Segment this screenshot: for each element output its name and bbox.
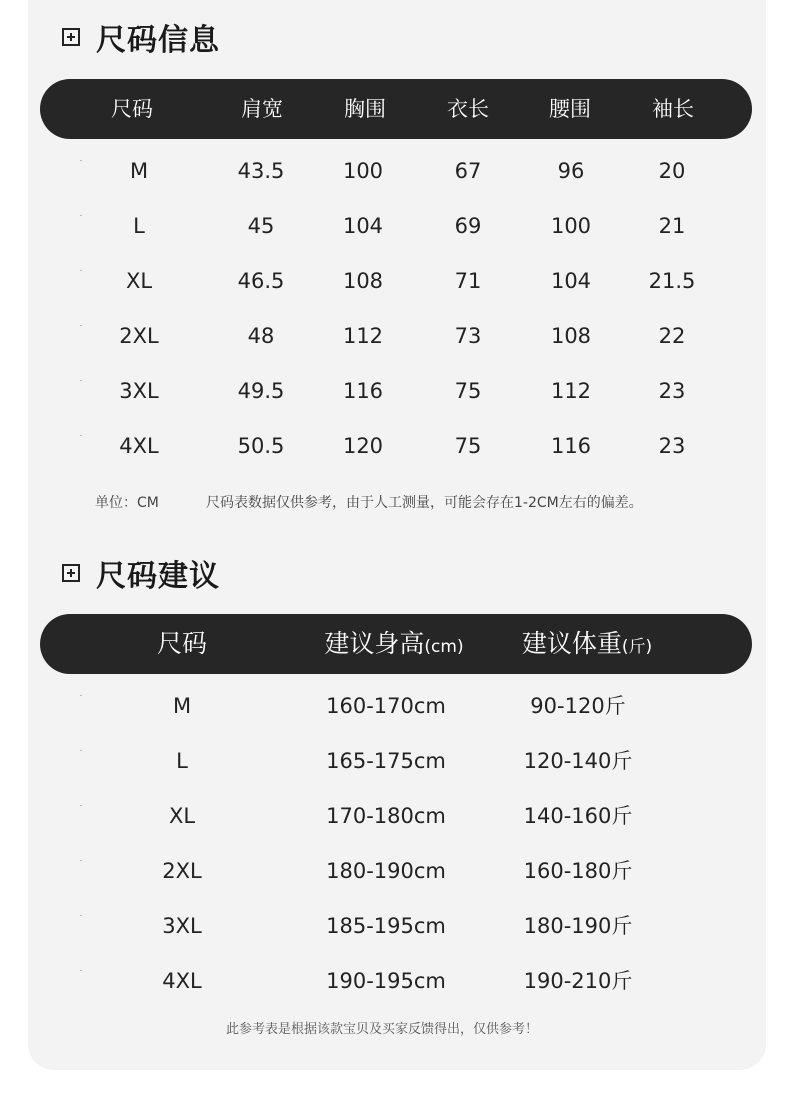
row-tick-mark (80, 970, 82, 971)
cell-waist: 108 (550, 324, 592, 348)
plus-box-icon (62, 28, 80, 46)
cell-height: 190-195cm (326, 969, 446, 993)
row-tick-mark (80, 695, 82, 696)
row-tick-mark (80, 325, 82, 326)
advice-footnote: 此参考表是根据该款宝贝及买家反馈得出，仅供参考！ (226, 1022, 539, 1037)
row-tick-mark (80, 380, 82, 381)
size-info-heading (62, 17, 220, 57)
measurement-disclaimer: 尺码表数据仅供参考，由于人工测量，可能会存在1-2CM左右的偏差。 (206, 495, 643, 511)
cell-size: 4XL (162, 969, 202, 993)
row-tick-mark (80, 435, 82, 436)
table-row (0, 844, 790, 899)
table-row (0, 734, 790, 789)
row-tick-mark (80, 270, 82, 271)
cell-shoulder: 48 (247, 324, 275, 348)
cell-chest: 116 (342, 379, 384, 403)
cell-length: 73 (454, 324, 482, 348)
row-tick-mark (80, 915, 82, 916)
cell-chest: 100 (342, 159, 384, 183)
cell-length: 75 (454, 379, 482, 403)
cell-length: 67 (454, 159, 482, 183)
cell-sleeve: 23 (658, 434, 686, 458)
cell-size: XL (168, 804, 196, 828)
cell-size: 3XL (162, 914, 202, 938)
row-tick-mark (80, 805, 82, 806)
header-shoulder: 肩宽 (241, 97, 283, 121)
cell-waist: 104 (550, 269, 592, 293)
cell-waist: 100 (550, 214, 592, 238)
cell-waist: 116 (550, 434, 592, 458)
cell-weight: 190-210斤 (523, 969, 633, 993)
cell-sleeve: 20 (658, 159, 686, 183)
cell-chest: 120 (342, 434, 384, 458)
cell-height: 170-180cm (326, 804, 446, 828)
cell-size: M (129, 159, 149, 183)
header-advice-height: 建议身高(cm) (324, 629, 464, 658)
cell-length: 69 (454, 214, 482, 238)
cell-size: 2XL (119, 324, 159, 348)
size-info-title: 尺码信息 (96, 23, 220, 58)
unit-note: 单位：CM (95, 495, 159, 511)
cell-height: 180-190cm (326, 859, 446, 883)
cell-weight: 90-120斤 (530, 694, 626, 718)
header-advice-size: 尺码 (156, 629, 208, 658)
table-row (0, 364, 790, 419)
cell-length: 71 (454, 269, 482, 293)
cell-length: 75 (454, 434, 482, 458)
row-tick-mark (80, 215, 82, 216)
cell-size: XL (125, 269, 153, 293)
table-row (0, 789, 790, 844)
cell-shoulder: 43.5 (237, 159, 285, 183)
cell-chest: 108 (342, 269, 384, 293)
table-row (0, 254, 790, 309)
size-advice-header-bar (40, 614, 752, 674)
cell-shoulder: 50.5 (237, 434, 285, 458)
cell-size: 2XL (162, 859, 202, 883)
plus-box-icon (62, 564, 80, 582)
cell-sleeve: 21.5 (648, 269, 696, 293)
cell-shoulder: 46.5 (237, 269, 285, 293)
header-sleeve: 袖长 (652, 97, 694, 121)
cell-chest: 112 (342, 324, 384, 348)
cell-size: L (133, 214, 145, 238)
table-row (0, 309, 790, 364)
cell-height: 185-195cm (326, 914, 446, 938)
cell-waist: 112 (550, 379, 592, 403)
cell-height: 160-170cm (326, 694, 446, 718)
row-tick-mark (80, 750, 82, 751)
size-advice-heading (62, 553, 220, 593)
table-row (0, 954, 790, 1009)
header-size: 尺码 (111, 97, 153, 121)
table-row (0, 899, 790, 954)
cell-size: L (176, 749, 188, 773)
cell-shoulder: 49.5 (237, 379, 285, 403)
cell-waist: 96 (557, 159, 585, 183)
header-advice-weight: 建议体重(斤) (521, 629, 653, 658)
cell-height: 165-175cm (326, 749, 446, 773)
header-length: 衣长 (447, 97, 489, 121)
cell-sleeve: 21 (658, 214, 686, 238)
cell-size: 3XL (119, 379, 159, 403)
row-tick-mark (80, 160, 82, 161)
cell-chest: 104 (342, 214, 384, 238)
cell-shoulder: 45 (247, 214, 275, 238)
cell-sleeve: 22 (658, 324, 686, 348)
cell-size: 4XL (119, 434, 159, 458)
cell-size: M (172, 694, 192, 718)
size-advice-title: 尺码建议 (96, 559, 220, 594)
table-row (0, 679, 790, 734)
table-row (0, 199, 790, 254)
table-row (0, 144, 790, 199)
cell-weight: 120-140斤 (523, 749, 633, 773)
cell-weight: 140-160斤 (523, 804, 633, 828)
header-waist: 腰围 (549, 97, 591, 121)
size-info-header-bar (40, 79, 752, 139)
row-tick-mark (80, 860, 82, 861)
cell-weight: 180-190斤 (523, 914, 633, 938)
cell-weight: 160-180斤 (523, 859, 633, 883)
header-chest: 胸围 (344, 97, 386, 121)
cell-sleeve: 23 (658, 379, 686, 403)
table-row (0, 419, 790, 474)
